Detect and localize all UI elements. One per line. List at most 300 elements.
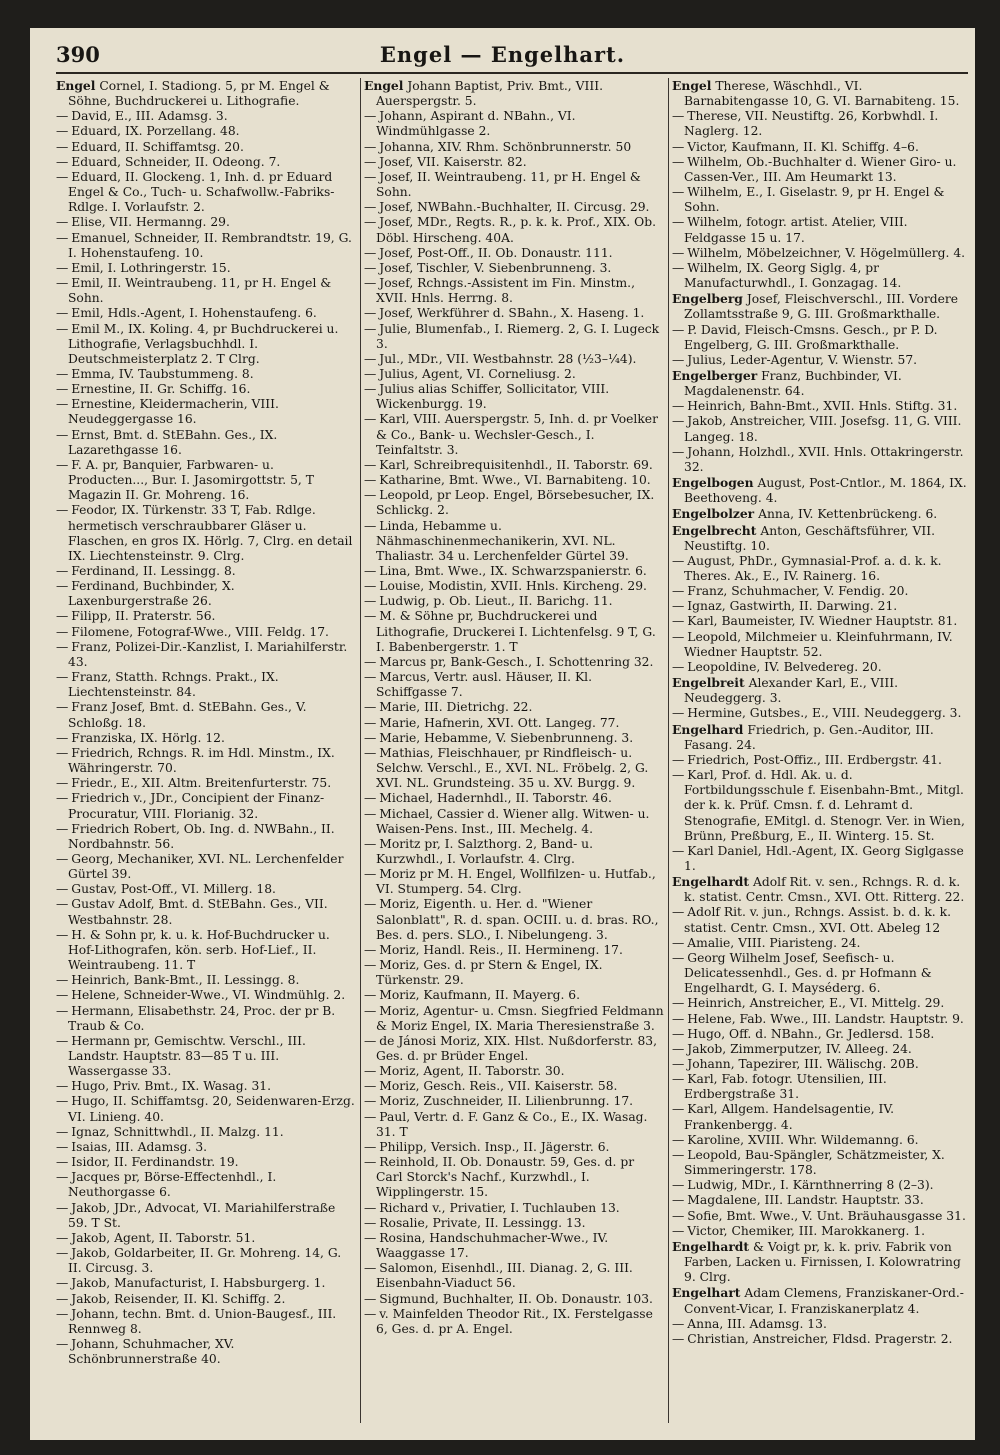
repeat-dash: — [672,950,685,965]
repeat-dash: — [56,639,69,654]
entry-details: M. & Söhne pr, Buchdruckerei und Lithografie, Druckerei I. Lichtenfelsg. 9 T, G. I. Babenbergerstr. 1. T [376,609,656,654]
entry-details: Jakob, Manufacturist, I. Habsburgerg. 1. [71,1276,326,1291]
directory-entry [364,367,664,382]
repeat-dash: — [56,276,69,291]
entry-details: Magdalene, III. Landstr. Hauptstr. 33. [687,1193,924,1208]
entry-surname: Engelberger [672,367,758,383]
directory-entry [672,1042,968,1057]
entry-details: Eduard, II. Schiffamtsg. 20. [71,139,244,154]
entry-details: Jacques pr, Börse-Effectenhdl., I. Neuthorgasse 6. [68,1170,277,1200]
directory-entry [672,414,968,444]
entry-details: Filipp, II. Praterstr. 56. [71,609,216,624]
repeat-dash: — [672,1223,685,1238]
entry-details: Sigmund, Buchhalter, II. Ob. Donaustr. 103. [379,1291,653,1306]
entry-details: Ludwig, p. Ob. Lieut., II. Barichg. 11. [379,594,613,609]
entry-details: Amalie, VIII. Piaristeng. 24. [687,935,861,950]
directory-entry [672,291,968,322]
entry-surname: Engelbrecht [672,522,757,538]
directory-entry [56,1155,356,1170]
repeat-dash: — [364,897,377,912]
entry-details: Julius, Agent, VI. Corneliusg. 2. [379,366,576,381]
directory-entry [56,564,356,579]
entry-details: Sofie, Bmt. Wwe., V. Unt. Bräuhausgasse 31. [687,1208,966,1223]
directory-entry [364,322,664,352]
directory-entry [672,706,968,721]
entry-details: Eduard, Schneider, II. Odeong. 7. [71,154,281,169]
directory-entry [672,261,968,291]
repeat-dash: — [56,897,69,912]
directory-entry [56,124,356,139]
repeat-dash: — [56,1139,69,1154]
directory-entry [672,768,968,844]
directory-entry [56,428,356,458]
repeat-dash: — [364,836,377,851]
entry-details: Ignaz, Gastwirth, II. Darwing. 21. [687,599,898,614]
column-divider [668,78,669,1423]
repeat-dash: — [56,230,69,245]
repeat-dash: — [364,1079,377,1094]
directory-entry [364,746,664,791]
directory-entry [672,1148,968,1178]
directory-entry [364,1034,664,1064]
directory-entry [364,988,664,1003]
repeat-dash: — [672,109,685,124]
entry-details: Ludwig, MDr., I. Kärnthnerring 8 (2–3). [687,1178,934,1193]
entry-details: Filomene, Fotograf-Wwe., VIII. Feldg. 17. [71,624,329,639]
repeat-dash: — [364,1215,377,1230]
directory-entry [672,185,968,215]
repeat-dash: — [364,1094,377,1109]
repeat-dash: — [364,276,377,291]
repeat-dash: — [56,927,69,942]
repeat-dash: — [364,867,377,882]
directory-entry [56,109,356,124]
entry-details: Wilhelm, fotogr. artist. Atelier, VIII. Feldgasse 15 u. 17. [684,215,908,245]
directory-entry [672,1317,968,1332]
directory-entry [364,1004,664,1034]
entry-details: Ferdinand, II. Lessingg. 8. [71,564,236,578]
entry-details: Friedrich Robert, Ob. Ing. d. NWBahn., II. Nordbahnstr. 56. [68,821,335,851]
directory-entry [56,78,356,109]
directory-entry [672,1193,968,1208]
directory-entry [56,897,356,927]
repeat-dash: — [364,260,377,275]
entry-details: Richard v., Privatier, I. Tuchlauben 13. [379,1200,620,1215]
directory-entry [364,1110,664,1140]
directory-entry [672,584,968,599]
entry-details: Josef, II. Weintraubeng. 11, pr H. Engel & Sohn. [376,169,641,200]
repeat-dash: — [364,488,377,503]
entry-details: Adolf Rit. v. sen., Rchngs. R. d. k. k. statist. Centr. Cmsn., XVI. Ott. Ritterg. 22. [684,875,965,905]
repeat-dash: — [672,996,685,1011]
repeat-dash: — [672,1147,685,1162]
repeat-dash: — [672,1331,685,1346]
repeat-dash: — [364,109,377,124]
directory-entry [672,78,968,109]
entry-details: Therese, Wäschhdl., VI. Barnabitengasse 10, G. VI. Barnabiteng. 15. [684,79,960,109]
entry-details: Friedrich, Post-Offiz., III. Erdbergstr. 41. [687,752,942,767]
directory-entry [364,609,664,654]
repeat-dash: — [364,670,377,685]
directory-entry [364,731,664,746]
entry-details: Hugo, Priv. Bmt., IX. Wasag. 31. [71,1079,272,1094]
repeat-dash: — [56,1003,69,1018]
repeat-dash: — [56,215,69,230]
directory-entry [56,928,356,973]
directory-entry [672,399,968,414]
entry-details: Salomon, Eisenhdl., III. Dianag. 2, G. III. Eisenbahn-Viaduct 56. [376,1261,633,1291]
repeat-dash: — [56,791,69,806]
repeat-dash: — [56,1155,69,1170]
directory-entry [364,276,664,306]
entry-details: Franz, Buchbinder, VI. Magdalenenstr. 64. [684,368,902,399]
entry-details: Johann, Tapezirer, III. Wälischg. 20B. [687,1057,919,1071]
entry-details: Ernestine, Kleidermacherin, VIII. Neudeggergasse 16. [68,397,279,427]
entry-details: Josef, Rchngs.-Assistent im Fin. Minstm., XVII. Hnls. Herrng. 8. [376,276,635,306]
repeat-dash: — [56,109,69,124]
entry-details: Paul, Vertr. d. F. Ganz & Co., E., IX. Wasag. 31. T [376,1109,648,1139]
entry-details: Alexander Karl, E., VIII. Neudeggerg. 3. [684,676,899,706]
repeat-dash: — [672,1193,685,1208]
repeat-dash: — [56,1170,69,1185]
repeat-dash: — [672,185,685,200]
directory-page [30,28,975,1440]
entry-details: Helene, Schneider-Wwe., VI. Windmühlg. 2. [71,988,346,1003]
repeat-dash: — [672,659,685,674]
directory-column-3 [672,78,968,1438]
entry-details: Isidor, II. Ferdinandstr. 19. [71,1155,239,1170]
directory-entry [672,905,968,935]
directory-entry [672,675,968,706]
entry-details: Josef, Post-Off., II. Ob. Donaustr. 111. [379,245,613,260]
entry-surname: Engel [672,78,712,93]
directory-entry [56,276,356,306]
directory-entry [364,867,664,897]
directory-entry [56,791,356,821]
entry-details: Franz, Statth. Rchngs. Prakt., IX. Liechtensteinstr. 84. [68,670,279,700]
directory-entry [364,958,664,988]
repeat-dash: — [672,905,685,920]
directory-entry [364,1307,664,1337]
repeat-dash: — [56,1200,69,1215]
entry-details: Karl, Baumeister, IV. Wiedner Hauptstr. 81. [687,614,958,629]
directory-entry [364,140,664,155]
entry-surname: Engelbreit [672,675,745,691]
entry-details: Reinhold, II. Ob. Donaustr. 59, Ges. d. pr Carl Storck's Nachf., Kurzwhdl., I. Wipplingerstr. 15. [376,1155,635,1200]
entry-details: Hermann, Elisabethstr. 24, Proc. der pr B. Traub & Co. [68,1003,336,1033]
directory-entry [672,1209,968,1224]
entry-details: Moriz pr M. H. Engel, Wollfilzen- u. Hutfab., VI. Stumperg. 54. Clrg. [376,867,656,897]
directory-entry [56,1307,356,1337]
directory-entry [672,1027,968,1042]
directory-entry [672,246,968,261]
repeat-dash: — [364,200,377,215]
directory-entry [56,1292,356,1307]
repeat-dash: — [56,260,69,275]
repeat-dash: — [364,1155,377,1170]
directory-entry [364,716,664,731]
repeat-dash: — [56,624,69,639]
repeat-dash: — [364,791,377,806]
directory-entry [56,1276,356,1291]
directory-entry [364,943,664,958]
repeat-dash: — [364,245,377,260]
entry-details: David, E., III. Adamsg. 3. [71,109,228,124]
directory-entry [56,231,356,261]
directory-entry [672,1332,968,1347]
entry-details: Karl, Fab. fotogr. Utensilien, III. Erdbergstraße 31. [684,1072,887,1102]
repeat-dash: — [672,706,685,721]
directory-entry [364,1079,664,1094]
directory-entry [56,215,356,230]
repeat-dash: — [672,629,685,644]
entry-details: Wilhelm, E., I. Giselastr. 9, pr H. Engel & Sohn. [684,185,945,215]
directory-entry [672,996,968,1011]
entry-details: Emma, IV. Taubstummeng. 8. [71,366,254,381]
entry-details: Moriz, Gesch. Reis., VII. Kaiserstr. 58. [379,1079,618,1094]
entry-details: Friedrich v., JDr., Concipient der Finanz-Procuratur, VIII. Florianig. 32. [68,791,325,821]
directory-entry [56,140,356,155]
repeat-dash: — [364,1230,377,1245]
header-rule [56,72,968,74]
entry-details: Katharine, Bmt. Wwe., VI. Barnabiteng. 10. [379,473,651,488]
repeat-dash: — [56,124,69,139]
repeat-dash: — [364,806,377,821]
directory-entry [364,1064,664,1079]
directory-entry [56,397,356,427]
entry-details: Hermann pr, Gemischtw. Verschl., III. Landstr. Hauptstr. 83—85 T u. III. Wassergasse 33. [68,1033,306,1079]
directory-entry [56,625,356,640]
entry-details: August, PhDr., Gymnasial-Prof. a. d. k. k. Theres. Ak., E., IV. Rainerg. 16. [684,553,942,583]
entry-details: Adolf Rit. v. jun., Rchngs. Assist. b. d. k. k. statist. Centr. Cmsn., XVI. Ott. Abeleg 12 [684,905,951,935]
directory-entry [672,1224,968,1239]
entry-details: P. David, Fleisch-Cmsns. Gesch., pr P. D. Engelberg, G. III. Großmarkthalle. [684,322,938,352]
entry-details: Moriz, Ges. d. pr Stern & Engel, IX. Türkenstr. 29. [376,958,603,988]
directory-entry [364,594,664,609]
repeat-dash: — [364,366,377,381]
entry-details: Josef, NWBahn.-Buchhalter, II. Circusg. 29. [379,200,650,215]
repeat-dash: — [56,306,69,321]
directory-entry [672,523,968,554]
directory-entry [364,78,664,109]
repeat-dash: — [56,973,69,988]
directory-entry [672,554,968,584]
entry-details: Marcus pr, Bank-Gesch., I. Schottenring 32. [379,654,654,669]
repeat-dash: — [56,988,69,1003]
directory-entry [364,519,664,564]
directory-entry [364,564,664,579]
directory-entry [364,1292,664,1307]
entry-details: Johann, techn. Bmt. d. Union-Baugesf., III. Rennweg 8. [68,1306,337,1336]
directory-entry [672,844,968,874]
directory-entry [364,488,664,518]
column-divider [360,78,361,1423]
entry-details: Anna, III. Adamsg. 13. [687,1316,827,1331]
repeat-dash: — [672,352,685,367]
directory-entry [672,475,968,506]
entry-details: Karl, VIII. Auerspergstr. 5, Inh. d. pr Voelker & Co., Bank- u. Wechsler-Gesch., I. Teinfaltstr. 3. [376,412,658,457]
directory-entry [672,599,968,614]
entry-details: Karl, Schreibrequisitenhdl., II. Taborstr. 69. [379,457,653,472]
entry-details: Johann, Aspirant d. NBahn., VI. Windmühlgasse 2. [376,109,576,139]
entry-surname: Engelhardt [672,874,750,890]
entry-details: Leopold, Bau-Spängler, Schätzmeister, X. Simmeringerstr. 178. [684,1147,945,1178]
repeat-dash: — [672,154,685,169]
directory-entry [672,109,968,139]
directory-entry [672,368,968,399]
entry-details: Karl Daniel, Hdl.-Agent, IX. Georg Siglgasse 1. [684,843,964,873]
repeat-dash: — [364,1291,377,1306]
repeat-dash: — [672,1208,685,1223]
repeat-dash: — [364,1200,377,1215]
directory-entry [56,1094,356,1124]
repeat-dash: — [56,397,69,412]
repeat-dash: — [672,399,685,414]
repeat-dash: — [56,1246,69,1261]
directory-entry [56,155,356,170]
entry-details: Moriz, Zuschneider, II. Lilienbrunng. 17. [379,1094,634,1109]
entry-details: Julius, Leder-Agentur, V. Wienstr. 57. [687,352,918,367]
directory-entry [56,503,356,564]
repeat-dash: — [364,154,377,169]
directory-entry [672,1239,968,1285]
entry-details: Julie, Blumenfab., I. Riemerg. 2, G. I. Lugeck 3. [376,321,660,351]
repeat-dash: — [672,139,685,154]
repeat-dash: — [56,882,69,897]
entry-details: Jakob, JDr., Advocat, VI. Mariahilferstraße 59. T St. [68,1200,336,1230]
entry-details: Josef, Fleischverschl., III. Vordere Zollamtsstraße 9, G. III. Großmarkthalle. [684,292,959,322]
entry-details: Emil, Hdls.-Agent, I. Hohenstaufeng. 6. [71,306,317,321]
directory-entry [364,352,664,367]
entry-details: Victor, Chemiker, III. Marokkanerg. 1. [687,1223,926,1238]
directory-entry [364,837,664,867]
directory-entry [56,822,356,852]
entry-details: F. A. pr, Banquier, Farbwaren- u. Producten..., Bur. I. Jasomirgottstr. 5, T Magazin II. Gr. Mohreng. 16. [68,457,314,503]
repeat-dash: — [672,935,685,950]
repeat-dash: — [56,609,69,624]
repeat-dash: — [56,776,69,791]
repeat-dash: — [672,260,685,275]
repeat-dash: — [364,715,377,730]
directory-entry [672,1072,968,1102]
repeat-dash: — [56,851,69,866]
repeat-dash: — [364,382,377,397]
directory-entry [672,1133,968,1148]
entry-details: Jakob, Goldarbeiter, II. Gr. Mohreng. 14, G. II. Circusg. 3. [68,1246,342,1276]
repeat-dash: — [56,1079,69,1094]
entry-details: Eduard, IX. Porzellang. 48. [71,124,240,139]
entry-details: Ernst, Bmt. d. StEBahn. Ges., IX. Lazarethgasse 16. [68,427,278,457]
repeat-dash: — [364,654,377,669]
directory-entry [364,246,664,261]
repeat-dash: — [364,351,377,366]
repeat-dash: — [364,321,377,336]
directory-entry [56,973,356,988]
entry-details: Moriz, Kaufmann, II. Mayerg. 6. [379,988,581,1003]
entry-details: Hugo, Off. d. NBahn., Gr. Jedlersd. 158. [687,1026,935,1041]
repeat-dash: — [56,1033,69,1048]
repeat-dash: — [672,215,685,230]
repeat-dash: — [56,1336,69,1351]
directory-entry [364,170,664,200]
directory-entry [56,306,356,321]
directory-entry [56,1170,356,1200]
repeat-dash: — [364,518,377,533]
repeat-dash: — [56,169,69,184]
entry-details: Eduard, II. Glockeng. 1, Inh. d. pr Eduard Engel & Co., Tuch- u. Schafwollw.-Fabriks-Rdlge. I. Vorlaufstr. 2. [68,169,335,215]
repeat-dash: — [56,321,69,336]
repeat-dash: — [364,609,377,624]
entry-surname: Engelbolzer [672,506,755,522]
repeat-dash: — [56,457,69,472]
directory-entry [364,1094,664,1109]
entry-details: Julius alias Schiffer, Sollicitator, VIII. Wickenburgg. 19. [376,382,610,412]
directory-entry [56,170,356,215]
entry-details: Louise, Modistin, XVII. Hnls. Kircheng. 29. [379,579,647,594]
entry-details: Marie, Hebamme, V. Siebenbrunneng. 3. [379,730,634,745]
repeat-dash: — [56,745,69,760]
entry-details: Friedrich, Rchngs. R. im Hdl. Minstm., IX. Währingerstr. 70. [68,745,335,776]
repeat-dash: — [672,1057,685,1071]
repeat-dash: — [672,599,685,614]
entry-details: Philipp, Versich. Insp., II. Jägerstr. 6. [379,1139,610,1154]
directory-entry [672,140,968,155]
repeat-dash: — [364,1139,377,1154]
repeat-dash: — [364,564,377,578]
entry-details: Johann Baptist, Priv. Bmt., VIII. Auerspergstr. 5. [376,79,603,109]
entry-surname: Engelbogen [672,475,754,491]
directory-entry [672,1057,968,1072]
entry-details: Hermine, Gutsbes., E., VIII. Neudeggerg. 3. [687,706,962,721]
entry-details: Michael, Cassier d. Wiener allg. Witwen- u. Waisen-Pens. Inst., III. Mechelg. 4. [376,806,650,836]
directory-entry [364,109,664,139]
entry-details: Moritz pr, I. Salzthorg. 2, Band- u. Kurzwhdl., I. Vorlaufstr. 4. Clrg. [376,836,594,866]
repeat-dash: — [56,154,69,169]
repeat-dash: — [56,427,69,442]
directory-entry [364,1261,664,1291]
directory-entry [364,1155,664,1200]
entry-details: Ferdinand, Buchbinder, X. Laxenburgerstraße 26. [68,579,235,609]
entry-details: Johann, Schuhmacher, XV. Schönbrunnerstraße 40. [68,1336,235,1367]
repeat-dash: — [672,843,685,858]
directory-entry [56,882,356,897]
repeat-dash: — [364,473,377,488]
directory-entry [56,382,356,397]
directory-entry [364,382,664,412]
directory-entry [56,700,356,730]
entry-details: Josef, MDr., Regts. R., p. k. k. Prof., XIX. Ob. Döbl. Hirscheng. 40A. [376,215,656,245]
repeat-dash: — [56,1291,69,1306]
directory-entry [56,322,356,367]
directory-entry [672,951,968,996]
entry-details: Helene, Fab. Wwe., III. Landstr. Hauptstr. 9. [687,1011,964,1026]
entry-details: Victor, Kaufmann, II. Kl. Schiffg. 4–6. [687,139,919,154]
entry-surname: Engelhardt [672,1238,750,1254]
directory-entry [364,200,664,215]
directory-entry [672,506,968,522]
directory-entry [672,323,968,353]
entry-details: Marie, III. Dietrichg. 22. [379,700,533,715]
directory-entry [56,458,356,503]
repeat-dash: — [364,306,377,321]
entry-details: & Voigt pr, k. k. priv. Fabrik von Farben, Lacken u. Firnissen, I. Kolowratring 9. Clrg. [684,1239,961,1285]
directory-entry [56,1337,356,1367]
entry-details: H. & Sohn pr, k. u. k. Hof-Buchdrucker u. Hof-Lithografen, kön. serb. Hof-Lief., II. Weintraubeng. 11. T [68,927,330,973]
entry-details: Heinrich, Anstreicher, E., VI. Mittelg. 29. [687,996,945,1011]
directory-entry [364,458,664,473]
entry-details: Leopoldine, IV. Belvedereg. 20. [687,659,882,674]
entry-details: Christian, Anstreicher, Fldsd. Pragerstr. 2. [687,1331,953,1346]
